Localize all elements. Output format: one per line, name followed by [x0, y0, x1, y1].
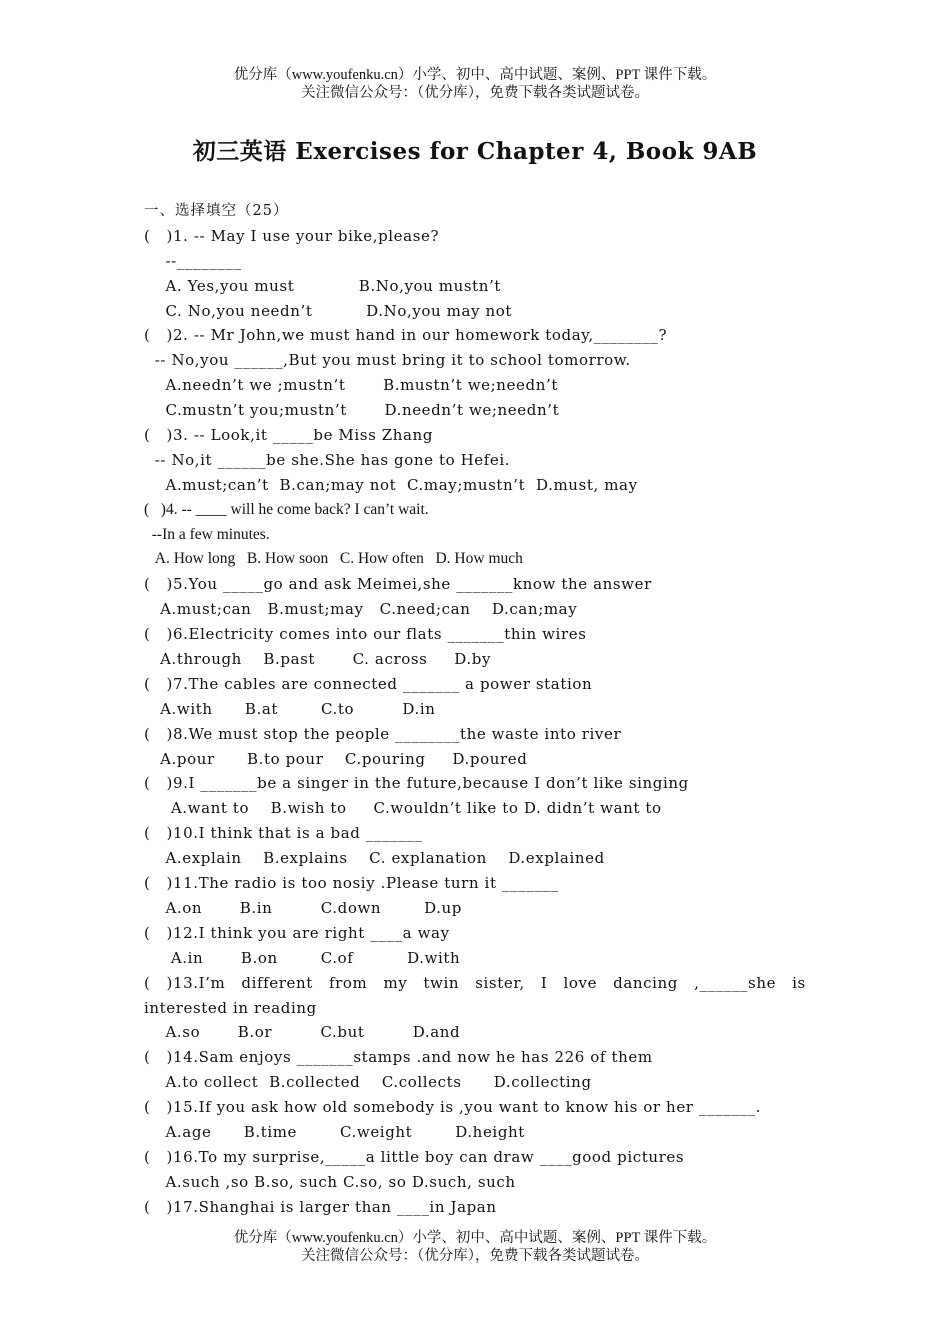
q13-word: ,______she	[694, 973, 777, 992]
question-11-stem: ( )11.The radio is too nosiy .Please turn it _______	[144, 874, 559, 893]
q13-word: my	[383, 973, 408, 992]
footer-line-1: 优分库（www.youfenku.cn）小学、初中、高中试题、案例、PPT 课件下载。	[233, 1230, 717, 1246]
question-6-options: A.through B.past C. across D.by	[144, 650, 492, 669]
header-line-2: 关注微信公众号：（优分库），免费下载各类试题试卷。	[301, 85, 649, 101]
question-12-stem: ( )12.I think you are right ____a way	[144, 923, 450, 942]
question-2-reply: -- No,you ______,But you must bring it to school tomorrow.	[144, 351, 631, 370]
question-4-reply: --In a few minutes.	[144, 525, 270, 543]
question-2-options-ab: A.needn’t we ;mustn’t B.mustn’t we;needn’t	[144, 376, 558, 395]
question-16-stem: ( )16.To my surprise,_____a little boy can draw ____good pictures	[144, 1147, 685, 1166]
q13-word: dancing	[613, 973, 678, 992]
question-1-answer-blank: --________	[144, 251, 242, 270]
q13-word: )13.I’m	[166, 973, 226, 992]
question-5-options: A.must;can B.must;may C.need;can D.can;may	[144, 600, 578, 619]
question-5-stem: ( )5.You _____go and ask Meimei,she _______know the answer	[144, 575, 652, 594]
section-heading: 一、选择填空（25）	[144, 203, 289, 219]
header-line-1: 优分库（www.youfenku.cn）小学、初中、高中试题、案例、PPT 课件下载。	[233, 67, 717, 83]
question-8-stem: ( )8.We must stop the people ________the waste into river	[144, 724, 622, 743]
q13-word: different	[241, 973, 313, 992]
question-11-options: A.on B.in C.down D.up	[144, 898, 463, 917]
question-1-options-cd: C. No,you needn’t D.No,you may not	[144, 301, 513, 320]
question-15-stem: ( )15.If you ask how old somebody is ,you want to know his or her _______.	[144, 1098, 761, 1117]
question-15-options: A.age B.time C.weight D.height	[144, 1122, 525, 1141]
question-10-stem: ( )10.I think that is a bad _______	[144, 824, 423, 843]
q13-word: (	[144, 973, 151, 992]
question-3-options: A.must;can’t B.can;may not C.may;mustn’t D.must, may	[144, 475, 638, 494]
q13-word: I	[540, 973, 548, 992]
question-8-options: A.pour B.to pour C.pouring D.poured	[144, 749, 528, 768]
question-17-stem: ( )17.Shanghai is larger than ____in Japan	[144, 1197, 497, 1216]
question-13-stem	[144, 971, 806, 996]
q13-word: twin	[423, 973, 460, 992]
question-3-reply: -- No,it ______be she.She has gone to Hefei.	[144, 450, 511, 469]
question-9-options: A.want to B.wish to C.wouldn’t like to D. didn’t want to	[144, 799, 662, 818]
q13-word: sister,	[475, 973, 525, 992]
question-2-stem: ( )2. -- Mr John,we must hand in our homework today,________?	[144, 326, 668, 345]
q13-word: from	[329, 973, 368, 992]
question-13-options: A.so B.or C.but D.and	[144, 1023, 461, 1042]
q13-word: is	[792, 973, 806, 992]
page-header	[0, 66, 950, 102]
question-1-options-ab: A. Yes,you must B.No,you mustn’t	[144, 276, 502, 295]
footer-line-2: 关注微信公众号：（优分库），免费下载各类试题试卷。	[301, 1248, 649, 1264]
page-footer	[0, 1229, 950, 1265]
question-1-stem: ( )1. -- May I use your bike,please?	[144, 226, 440, 245]
question-12-options: A.in B.on C.of D.with	[144, 948, 461, 967]
q13-word: love	[563, 973, 598, 992]
question-2-options-cd: C.mustn’t you;mustn’t D.needn’t we;needn’t	[144, 401, 560, 420]
question-16-options: A.such ,so B.so, such C.so, so D.such, such	[144, 1172, 516, 1191]
question-10-options: A.explain B.explains C. explanation D.explained	[144, 849, 605, 868]
question-3-stem: ( )3. -- Look,it _____be Miss Zhang	[144, 426, 434, 445]
question-9-stem: ( )9.I _______be a singer in the future,because I don’t like singing	[144, 774, 689, 793]
document-title: 初三英语 Exercises for Chapter 4, Book 9AB	[192, 138, 758, 165]
question-4-stem: ( )4. -- ____ will he come back? I can’t wait.	[144, 500, 429, 518]
question-7-stem: ( )7.The cables are connected _______ a power station	[144, 674, 593, 693]
question-14-stem: ( )14.Sam enjoys _______stamps .and now he has 226 of them	[144, 1048, 653, 1067]
question-6-stem: ( )6.Electricity comes into our flats _______thin wires	[144, 625, 587, 644]
question-14-options: A.to collect B.collected C.collects D.collecting	[144, 1073, 592, 1092]
question-13-stem-continued: interested in reading	[144, 998, 317, 1017]
exercise-body	[144, 199, 806, 1220]
question-4-options: A. How long B. How soon C. How often D. How much	[144, 550, 523, 568]
question-7-options: A.with B.at C.to D.in	[144, 699, 436, 718]
